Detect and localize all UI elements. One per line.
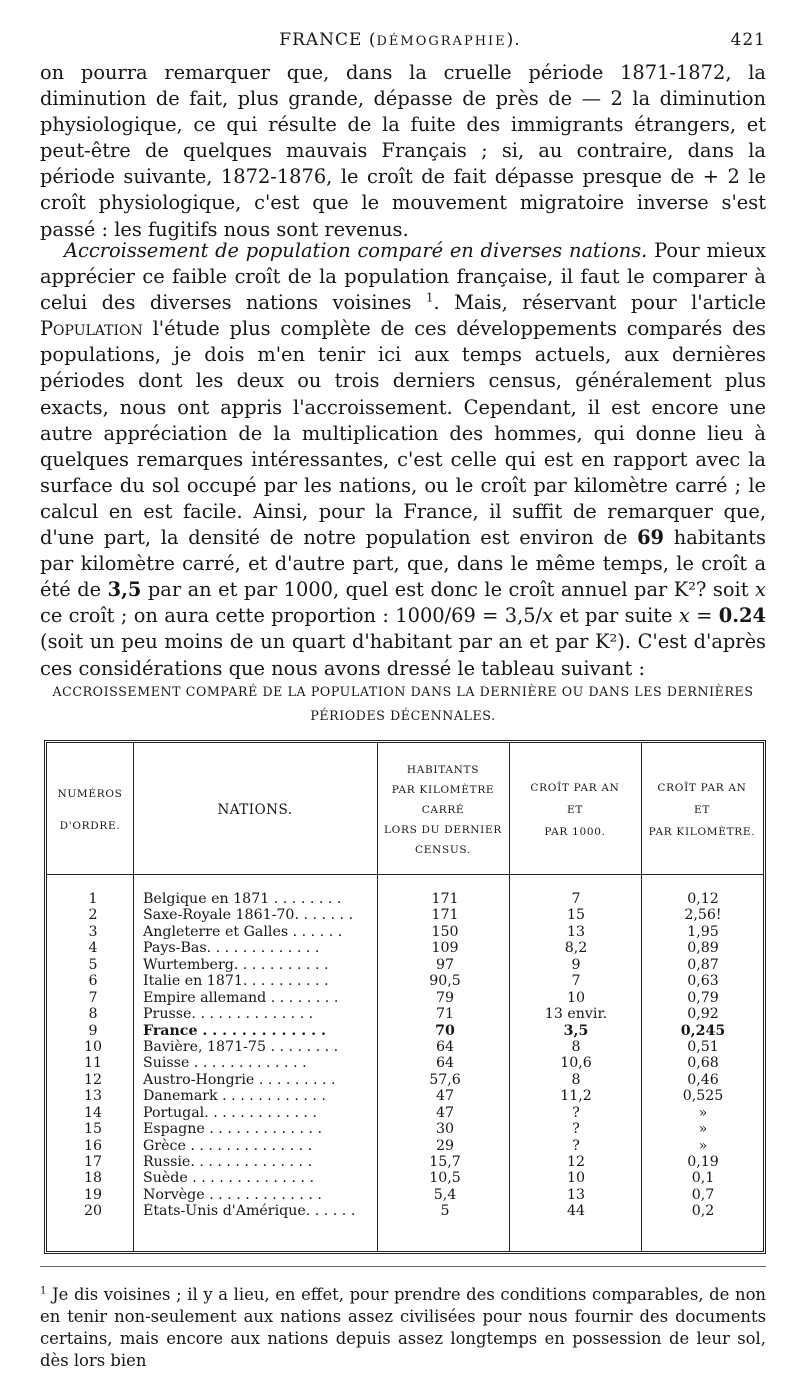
paragraph-2-text-i: (soit un peu moins de un quart d'habitant par an et par K²). C'est d'après ces considérations que nous avons dressé le tableau suivant : <box>40 630 766 680</box>
row-growth-per-1000: 15 <box>566 907 586 924</box>
row-number: 2 <box>88 907 98 924</box>
header-text: CROÎT PAR AN <box>530 782 620 794</box>
header-text: ET <box>566 804 584 816</box>
variable-x: x <box>542 604 554 628</box>
row-growth-per-1000: 13 <box>566 923 586 940</box>
row-number: 11 <box>83 1055 103 1072</box>
row-growth-per-km: 0,525 <box>682 1088 724 1105</box>
header-text: CROÎT PAR AN <box>657 782 747 794</box>
paragraph-2-text-b: . Mais, réservant pour l'article <box>433 291 766 315</box>
row-number: 1 <box>88 891 98 907</box>
article-reference: Population <box>40 317 143 341</box>
row-growth-per-1000: ? <box>572 1137 580 1154</box>
row-number: 8 <box>88 1006 98 1023</box>
header-text: HABITANTS <box>406 764 480 776</box>
row-number: 9 <box>88 1022 98 1039</box>
header-title <box>0 30 800 50</box>
row-density: 79 <box>435 989 455 1006</box>
row-number: 18 <box>83 1170 103 1187</box>
row-nation: Bavière, 1871-75 . . . . . . . . <box>143 1038 339 1055</box>
running-header <box>0 30 800 56</box>
paragraph-2-text-c: l'étude plus complète de ces développements comparés des populations, je dois m'en tenir ici aux temps actuels, aux dernières périodes dont les deux ou trois derniers census, généralement plus exacts, nous ont appris l'accroissement. Cependant, il est encore une autre appréciation de la multiplication des hommes, qui donne lieu à quelques remarques intéressantes, c'est celle qui est en rapport avec la surface du sol occupé par les nations, ou le croît par kilomètre carré ; le calcul en est facile. Ainsi, pour la France, il suffit de remarquer que, d'une part, la densité de notre population est environ de <box>40 317 766 550</box>
row-density: 47 <box>435 1088 455 1105</box>
paragraph-2-text-g: et par suite <box>553 604 679 628</box>
table-row <box>47 1138 763 1154</box>
row-number: 20 <box>83 1203 103 1220</box>
table-row <box>47 907 763 923</box>
header-title-subject: DÉMOGRAPHIE <box>376 34 507 49</box>
row-nation: Prusse. . . . . . . . . . . . . . <box>143 1006 314 1023</box>
row-nation: Portugal. . . . . . . . . . . . . <box>143 1104 317 1121</box>
row-growth-per-1000: 7 <box>571 891 581 907</box>
row-growth-per-1000: 8 <box>571 1038 581 1055</box>
row-growth-per-km: 2,56! <box>684 907 722 924</box>
row-growth-per-1000: 10 <box>566 1170 586 1187</box>
table-row <box>47 1105 763 1121</box>
row-density: 97 <box>435 956 455 973</box>
row-density: 70 <box>435 1022 455 1039</box>
table-row <box>47 957 763 973</box>
footnote-marker: 1 <box>40 1285 47 1297</box>
header-nations <box>133 751 377 869</box>
row-growth-per-1000: 8 <box>571 1071 581 1088</box>
row-growth-per-km: 0,51 <box>687 1038 719 1055</box>
table-row <box>47 1055 763 1071</box>
page-number: 421 <box>730 30 766 50</box>
row-number: 14 <box>83 1104 103 1121</box>
header-growth-per-km <box>641 751 763 869</box>
row-growth-per-km: 0,1 <box>691 1170 715 1187</box>
row-number: 4 <box>88 940 98 957</box>
row-growth-per-km: 0,63 <box>687 973 719 990</box>
row-density: 47 <box>435 1104 455 1121</box>
row-density: 90,5 <box>429 973 461 990</box>
row-nation: Suède . . . . . . . . . . . . . . <box>143 1170 315 1187</box>
row-nation: Pays-Bas. . . . . . . . . . . . . <box>143 940 320 957</box>
row-number: 16 <box>83 1137 103 1154</box>
row-nation: Belgique en 1871 . . . . . . . . <box>143 891 342 907</box>
row-nation: France . . . . . . . . . . . . . <box>143 1022 326 1039</box>
paragraph-2-text-a: Pour mieux apprécier ce faible croît de la population française, il faut le comparer à celui des diverses nations voisines <box>40 239 766 315</box>
row-density: 150 <box>431 923 459 940</box>
header-order-number <box>47 751 133 869</box>
row-growth-per-km: 0,68 <box>687 1055 719 1072</box>
density-value: 69 <box>637 526 665 550</box>
row-growth-per-1000: 3,5 <box>563 1022 589 1039</box>
row-growth-per-1000: ? <box>572 1104 580 1121</box>
section-heading: Accroissement de population comparé en diverses nations. <box>64 239 648 262</box>
header-title-main: FRANCE ( <box>279 30 377 50</box>
header-text: CENSUS. <box>415 844 471 856</box>
row-growth-per-km: » <box>698 1137 708 1154</box>
row-growth-per-km: 0,19 <box>687 1154 719 1170</box>
footnote-reference[interactable]: 1 <box>425 290 434 305</box>
variable-x: x <box>678 604 690 628</box>
row-growth-per-1000: ? <box>572 1121 580 1138</box>
variable-x: x <box>755 578 766 602</box>
row-number: 13 <box>83 1088 103 1105</box>
paragraph-2 <box>40 238 766 682</box>
result-value: 0.24 <box>718 604 767 628</box>
footnote <box>40 1284 766 1372</box>
row-growth-per-km: 0,46 <box>687 1071 719 1088</box>
table-body <box>47 891 763 1220</box>
row-growth-per-1000: 13 envir. <box>544 1006 608 1023</box>
growth-value: 3,5 <box>107 578 142 602</box>
row-growth-per-1000: 13 <box>566 1186 586 1203</box>
row-nation: Suisse . . . . . . . . . . . . . <box>143 1055 307 1072</box>
header-text: PAR 1000. <box>544 826 606 838</box>
row-density: 171 <box>431 891 459 907</box>
table-row <box>47 1203 763 1219</box>
row-nation: Danemark . . . . . . . . . . . . <box>143 1088 326 1105</box>
paragraph-1: on pourra remarquer que, dans la cruelle période 1871-1872, la diminution de fait, plus grande, dépasse de près de — 2 la diminution physiologique, ce qui résulte de la fuite des immigrants étrangers, et peut-être de quelques mauvais Français ; si, au contraire, dans la période suivante, 1872-1876, le croît de fait dépasse presque de + 2 le croît physiologique, c'est que le mouvement migratoire inverse s'est passé : les fugitifs nous sont revenus. <box>40 61 766 241</box>
row-growth-per-km: 0,79 <box>687 989 719 1006</box>
table-row <box>47 1039 763 1055</box>
row-density: 71 <box>435 1006 455 1023</box>
table-row <box>47 1023 763 1039</box>
table-row <box>47 1154 763 1170</box>
row-growth-per-1000: 44 <box>566 1203 586 1220</box>
header-text: D'ORDRE. <box>59 820 121 832</box>
population-growth-table <box>44 740 766 1254</box>
row-nation: Wurtemberg. . . . . . . . . . . <box>143 956 329 973</box>
row-nation: Austro-Hongrie . . . . . . . . . <box>143 1071 336 1088</box>
header-density <box>377 751 509 869</box>
table-caption: ACCROISSEMENT COMPARÉ DE LA POPULATION DANS LA DERNIÈRE OU DANS LES DERNIÈRES <box>52 684 754 699</box>
row-density: 10,5 <box>429 1170 461 1187</box>
row-growth-per-km: 0,92 <box>687 1006 719 1023</box>
header-text: CARRÉ <box>421 804 465 816</box>
row-growth-per-1000: 11,2 <box>560 1088 592 1105</box>
table-row <box>47 1072 763 1088</box>
row-number: 5 <box>88 956 98 973</box>
row-nation: Italie en 1871. . . . . . . . . . <box>143 973 329 990</box>
table-row <box>47 973 763 989</box>
paragraph-2-text-e: par an et par 1000, quel est donc le croît annuel par K²? soit <box>141 578 756 602</box>
row-number: 7 <box>88 989 98 1006</box>
row-growth-per-1000: 10,6 <box>560 1055 592 1072</box>
row-growth-per-km: 0,87 <box>687 956 719 973</box>
row-nation: Angleterre et Galles . . . . . . <box>143 923 343 940</box>
row-density: 30 <box>435 1121 455 1138</box>
row-density: 29 <box>435 1137 455 1154</box>
row-nation: Saxe-Royale 1861-70. . . . . . . <box>143 907 354 924</box>
table-row <box>47 1187 763 1203</box>
row-nation: États-Unis d'Amérique. . . . . . <box>143 1203 356 1220</box>
footnote-text: Je dis voisines ; il y a lieu, en effet, pour prendre des conditions comparables, de non en tenir non-seulement aux nations assez civilisées pour nous fournir des documents certains, mais encore aux nations depuis assez longtemps en possession de leur sol, dès lors bien <box>40 1285 766 1370</box>
table-row <box>47 924 763 940</box>
paragraph-2-text-d: habitants par kilomètre carré, et d'autre part, que, dans le même temps, le croît a été de <box>40 526 766 602</box>
row-number: 3 <box>88 923 98 940</box>
row-growth-per-1000: 10 <box>566 989 586 1006</box>
header-growth-per-1000 <box>509 751 641 869</box>
row-number: 6 <box>88 973 98 990</box>
row-density: 64 <box>435 1055 455 1072</box>
header-divider <box>47 874 763 875</box>
table-row <box>47 1121 763 1137</box>
row-nation: Espagne . . . . . . . . . . . . . <box>143 1121 323 1138</box>
row-growth-per-km: 0,12 <box>687 891 719 907</box>
row-growth-per-1000: 8,2 <box>564 940 588 957</box>
row-growth-per-km: 0,7 <box>691 1186 715 1203</box>
row-growth-per-km: 0,2 <box>691 1203 715 1220</box>
row-density: 5 <box>440 1203 450 1220</box>
row-growth-per-1000: 9 <box>571 956 581 973</box>
row-number: 12 <box>83 1071 103 1088</box>
row-density: 15,7 <box>429 1154 461 1170</box>
header-text: NATIONS. <box>217 802 293 818</box>
row-growth-per-km: » <box>698 1121 708 1138</box>
header-text: PAR KILOMÈTRE <box>391 784 495 796</box>
row-nation: Grèce . . . . . . . . . . . . . . <box>143 1137 313 1154</box>
row-number: 17 <box>83 1154 103 1170</box>
row-nation: Russie. . . . . . . . . . . . . . <box>143 1154 313 1170</box>
row-growth-per-1000: 7 <box>571 973 581 990</box>
table-caption-line-2: PÉRIODES DÉCENNALES. <box>310 708 496 723</box>
table-row <box>47 1088 763 1104</box>
table-row <box>47 1170 763 1186</box>
paragraph-2-text-h: = <box>689 604 719 628</box>
row-growth-per-km: 0,245 <box>680 1022 726 1039</box>
table-row <box>47 990 763 1006</box>
footnote-rule <box>40 1266 766 1267</box>
row-number: 19 <box>83 1186 103 1203</box>
header-text: NUMÉROS <box>57 788 123 800</box>
header-text: PAR KILOMÈTRE. <box>648 826 756 838</box>
paragraph-2-text-f: ce croît ; on aura cette proportion : 1000/69 = 3,5/ <box>40 604 543 628</box>
row-density: 5,4 <box>433 1186 457 1203</box>
table-row <box>47 940 763 956</box>
row-growth-per-km: 0,89 <box>687 940 719 957</box>
header-text: LORS DU DERNIER <box>383 824 503 836</box>
row-density: 64 <box>435 1038 455 1055</box>
row-density: 57,6 <box>429 1071 461 1088</box>
row-nation: Norvège . . . . . . . . . . . . . <box>143 1186 322 1203</box>
header-title-end: ). <box>506 30 521 50</box>
row-number: 15 <box>83 1121 103 1138</box>
row-density: 109 <box>431 940 459 957</box>
row-growth-per-km: 1,95 <box>687 923 719 940</box>
table-row <box>47 891 763 907</box>
row-growth-per-1000: 12 <box>566 1154 586 1170</box>
row-growth-per-km: » <box>698 1104 708 1121</box>
table-row <box>47 1006 763 1022</box>
header-text: ET <box>693 804 711 816</box>
row-nation: Empire allemand . . . . . . . . <box>143 989 339 1006</box>
row-density: 171 <box>431 907 459 924</box>
row-number: 10 <box>83 1038 103 1055</box>
